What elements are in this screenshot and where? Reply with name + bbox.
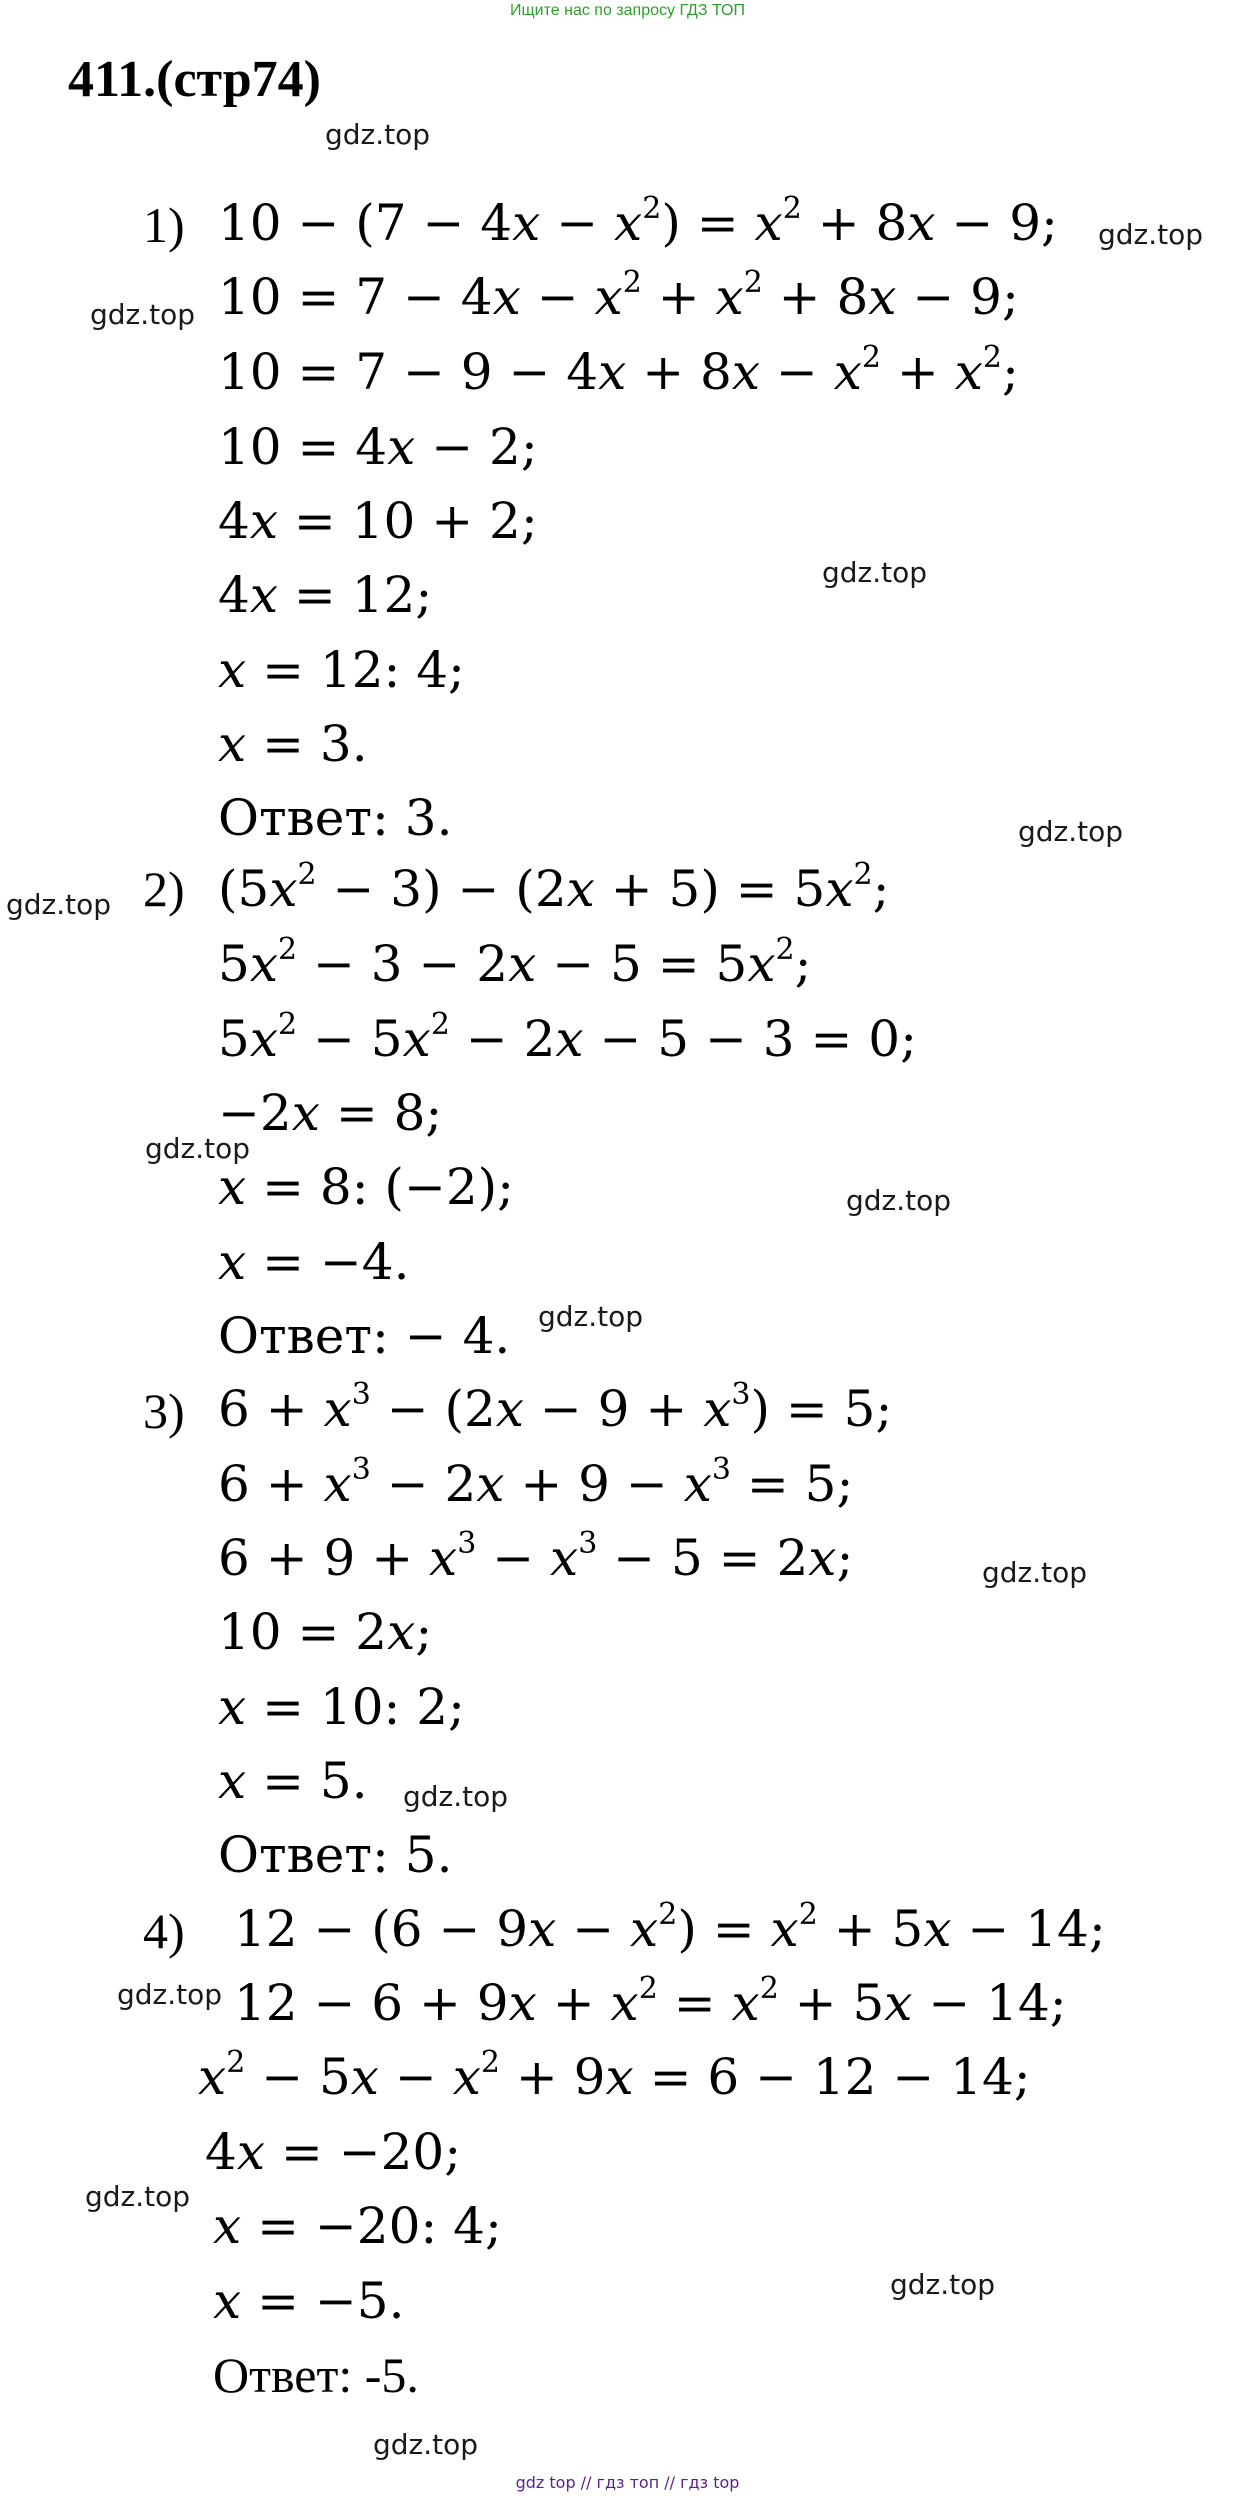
footer-links: gdz top // гдз топ // гдз top (515, 2473, 740, 2492)
watermark: gdz.top (538, 1300, 644, 1333)
equation-line: −2x = 8; (218, 1084, 443, 1142)
equation-line: 10 = 4x − 2; (218, 418, 538, 476)
equation-line: 4x = −20; (205, 2123, 462, 2181)
watermark: gdz.top (85, 2180, 191, 2213)
top-banner: Ищите нас по запросу ГДЗ ТОП (510, 2, 745, 19)
watermark: gdz.top (890, 2268, 996, 2301)
equation-line: $12 - (6 - 9x - x^2) = x^2 + 5x - 14$; (234, 1897, 1106, 1958)
equation-line: $5x^2 - 3 - 2x - 5 = 5x^2$; (218, 932, 812, 993)
equation-line: $x^2 - 5x - x^2 + 9x = 6 - 12 - 14$; (198, 2045, 1031, 2106)
equation-line: x = −4. (218, 1233, 410, 1291)
equation-line: x = 5. (218, 1752, 368, 1810)
watermark: gdz.top (6, 888, 112, 921)
equation-line: $6 + x^3 - 2x + 9 - x^3 = 5$; (218, 1452, 854, 1513)
watermark: gdz.top (145, 1132, 251, 1165)
watermark: gdz.top (1018, 815, 1124, 848)
watermark: gdz.top (982, 1556, 1088, 1589)
answer-line: Ответ: 3. (218, 789, 453, 847)
part-number: 3) (143, 1383, 185, 1439)
equation-line: $5x^2 - 5x^2 - 2x - 5 - 3 = 0$; (218, 1007, 917, 1068)
watermark: gdz.top (1098, 218, 1204, 251)
equation-line: $12 - 6 + 9x + x^2 = x^2 + 5x - 14$; (234, 1971, 1067, 2032)
equation-line: $6 + x^3 - (2x - 9 + x^3) = 5$; (218, 1377, 893, 1438)
equation-line: x = 3. (218, 715, 368, 773)
equation-line: $10 - (7 - 4x - x^2) = x^2 + 8x - 9$; (218, 191, 1058, 252)
watermark: gdz.top (325, 118, 431, 151)
answer-line: Ответ: -5. (213, 2347, 419, 2403)
equation-line: x = 8: (−2); (218, 1158, 515, 1216)
watermark: gdz.top (822, 556, 928, 589)
equation-line: x = 10: 2; (218, 1678, 465, 1736)
part-number: 4) (143, 1903, 185, 1959)
task-title: 411.(стр74) (68, 51, 321, 108)
part-number: 2) (143, 861, 185, 917)
watermark: gdz.top (373, 2428, 479, 2461)
equation-line: 4x = 10 + 2; (218, 492, 538, 550)
equation-line: x = −20: 4; (213, 2197, 502, 2255)
part-number: 1) (143, 197, 185, 253)
equation-line: $10 = 7 - 9 - 4x + 8x - x^2 + x^2$; (218, 340, 1019, 401)
equation-line: x = 12: 4; (218, 641, 465, 699)
watermark: gdz.top (117, 1978, 223, 2011)
equation-line: x = −5. (213, 2272, 405, 2330)
answer-line: Ответ: 5. (218, 1826, 453, 1884)
equation-line: $(5x^2 - 3) - (2x + 5) = 5x^2$; (218, 857, 890, 918)
watermark: gdz.top (846, 1184, 952, 1217)
answer-line: Ответ: − 4. (218, 1307, 511, 1365)
equation-line: $10 = 7 - 4x - x^2 + x^2 + 8x - 9$; (218, 265, 1019, 326)
equation-line: 4x = 12; (218, 566, 433, 624)
equation-line: 10 = 2x; (218, 1603, 433, 1661)
equation-line: $6 + 9 + x^3 - x^3 - 5 = 2x$; (218, 1526, 854, 1587)
watermark: gdz.top (403, 1780, 509, 1813)
watermark: gdz.top (90, 298, 196, 331)
